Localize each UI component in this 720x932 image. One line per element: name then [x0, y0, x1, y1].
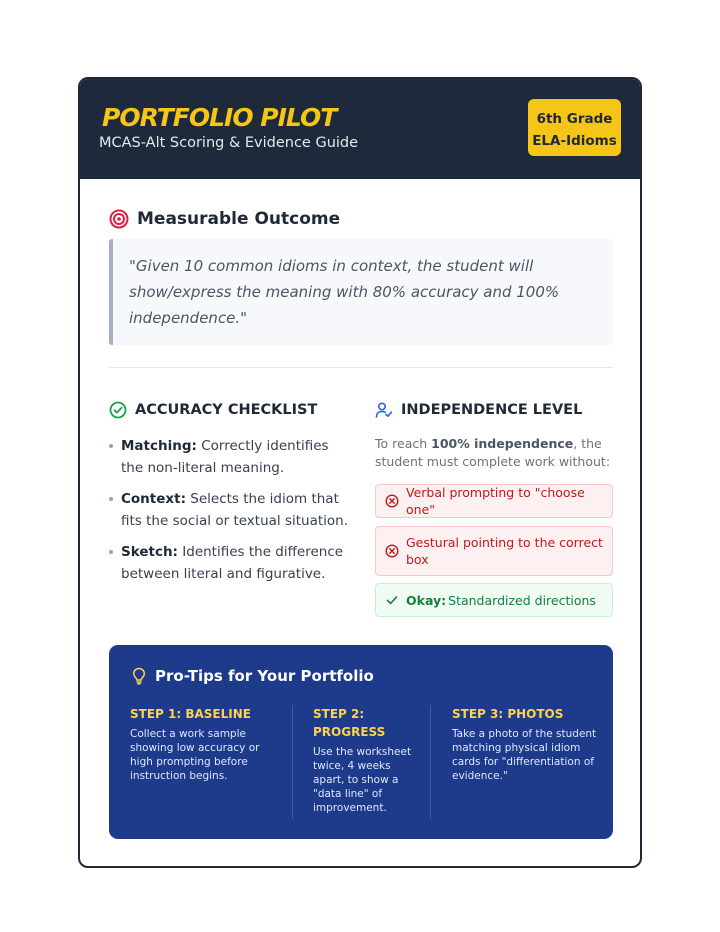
allowed-text: Standardized directions	[448, 592, 596, 608]
user-check-icon	[375, 401, 393, 419]
allowed-item	[375, 583, 613, 617]
step-body: Take a photo of the student matching physical idiom cards for "differentiation of evidence."	[452, 728, 597, 782]
outcome-quote: "Given 10 common idioms in context, the student will show/express the meaning with 80% accuracy and 100% independence."	[109, 239, 613, 345]
intro-bold: 100% independence	[431, 436, 574, 451]
accuracy-checklist	[109, 435, 349, 594]
step-divider	[292, 705, 293, 819]
list-item	[109, 541, 349, 585]
checklist-heading	[109, 399, 317, 421]
not-allowed-item-gestural	[375, 526, 613, 576]
checklist-item-label: Sketch:	[121, 544, 178, 560]
independence-heading	[375, 399, 582, 421]
step-title: STEP 1: BASELINE	[130, 707, 251, 721]
step-divider	[430, 705, 431, 819]
x-circle-icon	[385, 494, 399, 508]
portfolio-card	[78, 77, 642, 868]
page-title: PORTFOLIO PILOT	[102, 103, 337, 132]
step-title: STEP 3: PHOTOS	[452, 707, 564, 721]
grade-badge-subject: ELA-Idioms	[532, 133, 617, 149]
step-body: Use the worksheet twice, 4 weeks apart, to show a "data line" of improvement.	[313, 746, 412, 814]
checklist-item-label: Matching:	[121, 438, 197, 454]
grade-badge	[528, 99, 621, 156]
pro-tips-heading-text: Pro-Tips for Your Portfolio	[155, 667, 374, 685]
tip-step-photos	[452, 705, 597, 783]
checklist-item-text: Identifies the difference between literal and figurative.	[121, 544, 344, 582]
checklist-item-label: Context:	[121, 491, 186, 507]
checkmark-icon	[385, 593, 399, 607]
list-item	[109, 488, 349, 532]
check-circle-icon	[109, 401, 127, 419]
section-divider	[109, 367, 613, 368]
not-allowed-text: Gestural pointing to the correct box	[406, 535, 603, 567]
pro-tips-panel	[109, 645, 613, 839]
independence-heading-text: INDEPENDENCE LEVEL	[401, 402, 583, 418]
grade-badge-grade: 6th Grade	[536, 111, 613, 127]
allowed-label: Okay:	[406, 592, 447, 608]
checklist-heading-text: ACCURACY CHECKLIST	[135, 402, 318, 418]
tip-step-progress	[313, 705, 418, 815]
x-circle-icon	[385, 544, 399, 558]
checklist-item-text: Correctly identifies the non-literal meaning.	[121, 438, 329, 476]
not-allowed-text: Verbal prompting to "choose one"	[406, 485, 585, 517]
outcome-heading	[109, 207, 340, 231]
checklist-item-text: Selects the idiom that fits the social or textual situation.	[121, 491, 349, 529]
header-bar	[80, 79, 640, 179]
pro-tips-heading	[131, 667, 374, 685]
independence-intro	[375, 435, 615, 471]
page-subtitle: MCAS-Alt Scoring & Evidence Guide	[99, 135, 359, 151]
tip-step-baseline	[130, 705, 270, 783]
target-icon	[109, 209, 129, 229]
step-body: Collect a work sample showing low accuracy or high prompting before instruction begins.	[130, 728, 260, 782]
outcome-heading-text: Measurable Outcome	[137, 209, 341, 229]
intro-text: To reach	[375, 436, 432, 451]
intro-text-end: , the student must complete work without:	[375, 436, 611, 469]
not-allowed-item-verbal	[375, 484, 613, 518]
list-item	[109, 435, 349, 479]
step-title: STEP 2: PROGRESS	[313, 707, 386, 739]
lightbulb-icon	[131, 667, 147, 685]
